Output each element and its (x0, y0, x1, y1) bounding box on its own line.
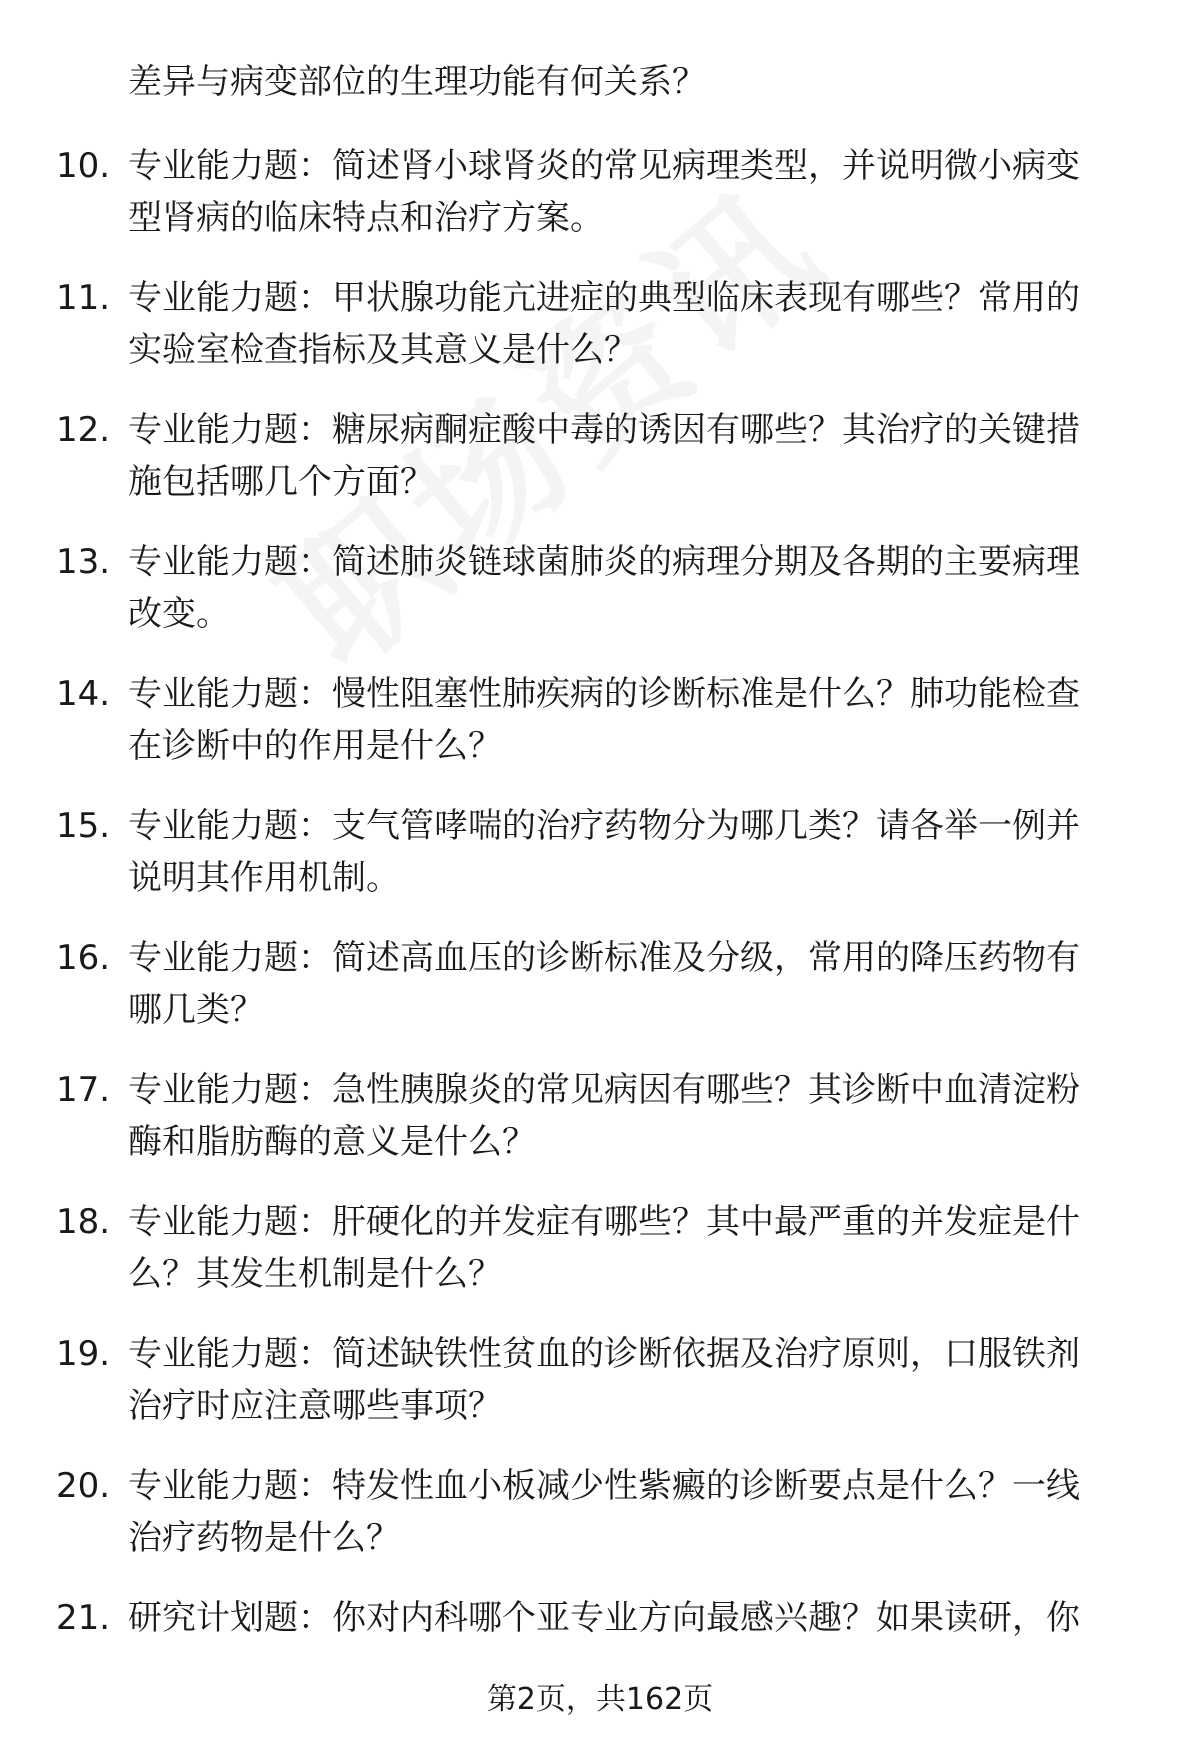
question-number: 10. (56, 146, 111, 186)
question-line: 哪几类？ (128, 990, 264, 1030)
question-number: 20. (56, 1466, 111, 1506)
question-text (128, 800, 1138, 904)
question-line: 专业能力题：简述高血压的诊断标准及分级，常用的降压药物有 (128, 938, 1080, 978)
question-number: 19. (56, 1334, 111, 1374)
question-line: 实验室检查指标及其意义是什么？ (128, 330, 638, 370)
question-text (128, 668, 1138, 772)
question-text (128, 272, 1138, 376)
question-number: 14. (56, 674, 111, 714)
question-line: 专业能力题：甲状腺功能亢进症的典型临床表现有哪些？常用的 (128, 278, 1080, 318)
question-text (128, 1592, 1138, 1644)
question-line: 酶和脂肪酶的意义是什么？ (128, 1122, 536, 1162)
question-item (0, 1328, 1200, 1460)
question-line: 专业能力题：简述肺炎链球菌肺炎的病理分期及各期的主要病理 (128, 542, 1080, 582)
question-item (0, 536, 1200, 668)
question-text (128, 1328, 1138, 1432)
question-line: 专业能力题：简述缺铁性贫血的诊断依据及治疗原则，口服铁剂 (128, 1334, 1080, 1374)
question-item (0, 140, 1200, 272)
question-line: 专业能力题：肝硬化的并发症有哪些？其中最严重的并发症是什 (128, 1202, 1080, 1242)
question-line: 么？其发生机制是什么？ (128, 1254, 502, 1294)
question-line: 专业能力题：支气管哮喘的治疗药物分为哪几类？请各举一例并 (128, 806, 1080, 846)
question-line: 改变。 (128, 594, 230, 634)
question-line: 治疗药物是什么？ (128, 1518, 400, 1558)
question-item (0, 1196, 1200, 1328)
question-line: 专业能力题：慢性阻塞性肺疾病的诊断标准是什么？肺功能检查 (128, 674, 1080, 714)
question-number: 11. (56, 278, 111, 318)
question-number: 15. (56, 806, 111, 846)
question-line: 说明其作用机制。 (128, 858, 400, 898)
question-line: 施包括哪几个方面？ (128, 462, 434, 502)
question-item (0, 668, 1200, 800)
question-text (128, 932, 1138, 1036)
question-item (0, 800, 1200, 932)
question-number: 12. (56, 410, 111, 450)
question-line: 专业能力题：特发性血小板减少性紫癜的诊断要点是什么？一线 (128, 1466, 1080, 1506)
question-item (0, 404, 1200, 536)
question-number: 21. (56, 1598, 111, 1638)
question-line: 专业能力题：简述肾小球肾炎的常见病理类型，并说明微小病变 (128, 146, 1080, 186)
question-number: 18. (56, 1202, 111, 1242)
question-line: 治疗时应注意哪些事项？ (128, 1386, 502, 1426)
question-text (128, 404, 1138, 508)
question-line: 专业能力题：急性胰腺炎的常见病因有哪些？其诊断中血清淀粉 (128, 1070, 1080, 1110)
question-list (0, 140, 1200, 1724)
question-text (128, 536, 1138, 640)
question-line: 在诊断中的作用是什么？ (128, 726, 502, 766)
question-text (128, 1064, 1138, 1168)
question-text (128, 140, 1138, 244)
page-footer: 第2页，共162页 (486, 1682, 714, 1717)
question-line: 研究计划题：你对内科哪个亚专业方向最感兴趣？如果读研，你 (128, 1598, 1080, 1638)
question-line: 型肾病的临床特点和治疗方案。 (128, 198, 604, 238)
question-text (128, 1196, 1138, 1300)
question-item (0, 1460, 1200, 1592)
question-item (0, 932, 1200, 1064)
question-number: 16. (56, 938, 111, 978)
question-line: 专业能力题：糖尿病酮症酸中毒的诱因有哪些？其治疗的关键措 (128, 410, 1080, 450)
question-item (0, 272, 1200, 404)
question-number: 17. (56, 1070, 111, 1110)
continuation-line: 差异与病变部位的生理功能有何关系？ (128, 62, 706, 102)
question-item (0, 1064, 1200, 1196)
question-number: 13. (56, 542, 111, 582)
question-text (128, 1460, 1138, 1564)
